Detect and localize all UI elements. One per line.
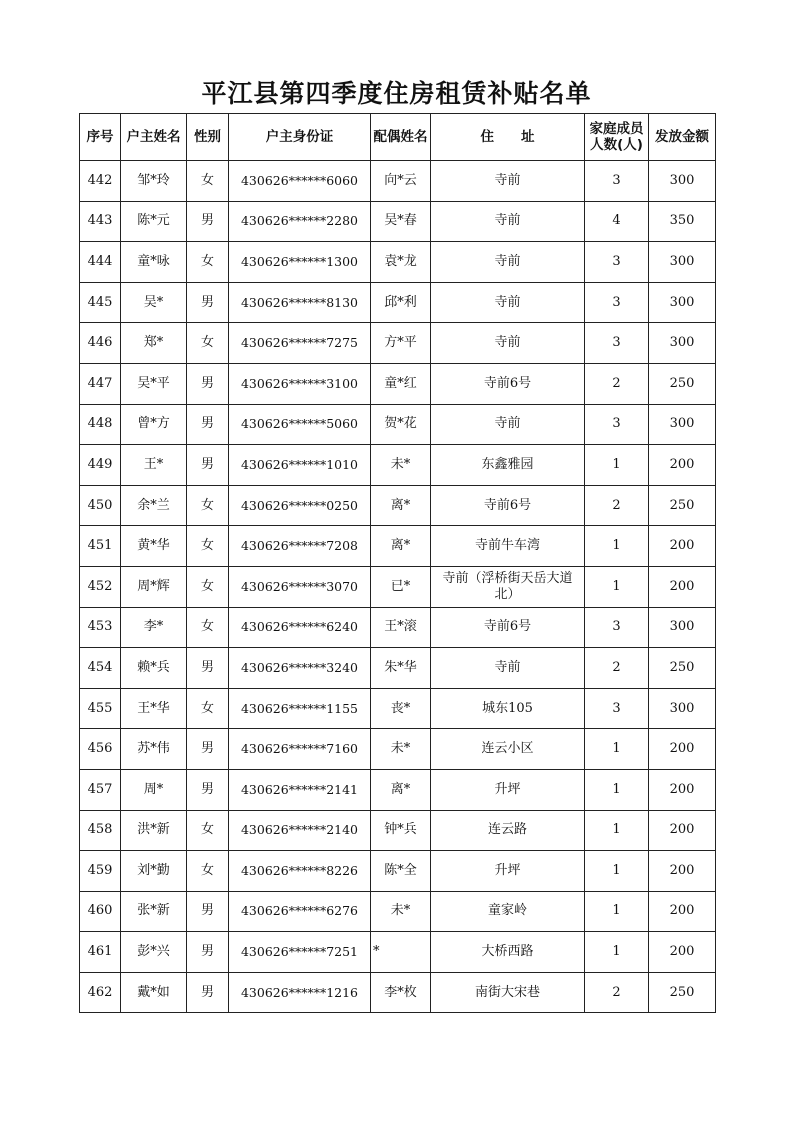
row-index: 443	[80, 201, 121, 242]
spouse-name: 未*	[371, 445, 431, 486]
spouse-name: 离*	[371, 485, 431, 526]
table-row	[80, 323, 716, 364]
table-row	[80, 363, 716, 404]
table-row	[80, 161, 716, 202]
address: 连云路	[431, 810, 585, 851]
family-size: 2	[585, 485, 649, 526]
id-number: 430626******1155	[229, 688, 371, 729]
spouse-name: *	[371, 932, 431, 973]
row-index: 445	[80, 282, 121, 323]
amount: 250	[649, 485, 716, 526]
amount: 250	[649, 972, 716, 1013]
gender: 男	[187, 891, 229, 932]
address: 寺前	[431, 242, 585, 283]
spouse-name: 方*平	[371, 323, 431, 364]
spouse-name: 未*	[371, 891, 431, 932]
family-size: 1	[585, 932, 649, 973]
family-size: 2	[585, 972, 649, 1013]
spouse-name: 李*枚	[371, 972, 431, 1013]
family-size: 2	[585, 648, 649, 689]
table-row	[80, 891, 716, 932]
table-row	[80, 404, 716, 445]
page-title: 平江县第四季度住房租赁补贴名单	[201, 79, 592, 108]
table-row	[80, 972, 716, 1013]
gender: 女	[187, 242, 229, 283]
row-index: 454	[80, 648, 121, 689]
table-row	[80, 688, 716, 729]
table-row	[80, 526, 716, 567]
row-index: 459	[80, 851, 121, 892]
table-row	[80, 607, 716, 648]
address: 寺前	[431, 282, 585, 323]
family-size: 1	[585, 729, 649, 770]
gender: 男	[187, 445, 229, 486]
amount: 300	[649, 404, 716, 445]
householder-name: 郑*	[121, 323, 187, 364]
address: 南街大宋巷	[431, 972, 585, 1013]
amount: 300	[649, 607, 716, 648]
gender: 男	[187, 769, 229, 810]
row-index: 461	[80, 932, 121, 973]
amount: 200	[649, 729, 716, 770]
address: 童家岭	[431, 891, 585, 932]
householder-name: 王*华	[121, 688, 187, 729]
row-index: 450	[80, 485, 121, 526]
family-size: 3	[585, 404, 649, 445]
householder-name: 陈*元	[121, 201, 187, 242]
table-body	[80, 161, 716, 1013]
row-index: 446	[80, 323, 121, 364]
householder-name: 周*	[121, 769, 187, 810]
table-row	[80, 851, 716, 892]
amount: 200	[649, 526, 716, 567]
amount: 200	[649, 932, 716, 973]
id-number: 430626******6060	[229, 161, 371, 202]
row-index: 455	[80, 688, 121, 729]
table-row	[80, 485, 716, 526]
amount: 350	[649, 201, 716, 242]
family-size: 1	[585, 526, 649, 567]
gender: 男	[187, 972, 229, 1013]
gender: 男	[187, 201, 229, 242]
id-number: 430626******8226	[229, 851, 371, 892]
amount: 200	[649, 891, 716, 932]
address: 寺前6号	[431, 607, 585, 648]
table-row	[80, 445, 716, 486]
id-number: 430626******5060	[229, 404, 371, 445]
family-size: 1	[585, 851, 649, 892]
row-index: 457	[80, 769, 121, 810]
address: 寺前	[431, 161, 585, 202]
gender: 男	[187, 648, 229, 689]
address: 寺前	[431, 323, 585, 364]
spouse-name: 丧*	[371, 688, 431, 729]
amount: 250	[649, 363, 716, 404]
header-row	[80, 114, 716, 161]
id-number: 430626******7160	[229, 729, 371, 770]
row-index: 448	[80, 404, 121, 445]
householder-name: 戴*如	[121, 972, 187, 1013]
family-size: 3	[585, 242, 649, 283]
householder-name: 彭*兴	[121, 932, 187, 973]
gender: 男	[187, 404, 229, 445]
spouse-name: 童*红	[371, 363, 431, 404]
row-index: 449	[80, 445, 121, 486]
row-index: 453	[80, 607, 121, 648]
spouse-name: 袁*龙	[371, 242, 431, 283]
family-size: 3	[585, 161, 649, 202]
id-number: 430626******7275	[229, 323, 371, 364]
id-number: 430626******7251	[229, 932, 371, 973]
row-index: 447	[80, 363, 121, 404]
amount: 200	[649, 851, 716, 892]
id-number: 430626******7208	[229, 526, 371, 567]
householder-name: 邹*玲	[121, 161, 187, 202]
family-size: 1	[585, 810, 649, 851]
spouse-name: 陈*全	[371, 851, 431, 892]
address: 寺前6号	[431, 485, 585, 526]
family-size: 3	[585, 282, 649, 323]
gender: 女	[187, 485, 229, 526]
gender: 女	[187, 323, 229, 364]
address: 寺前	[431, 201, 585, 242]
amount: 300	[649, 242, 716, 283]
table-row	[80, 729, 716, 770]
spouse-name: 已*	[371, 566, 431, 607]
householder-name: 周*辉	[121, 566, 187, 607]
id-number: 430626******3070	[229, 566, 371, 607]
header-index: 序号	[80, 114, 121, 161]
table-row	[80, 282, 716, 323]
amount: 300	[649, 323, 716, 364]
header-id-number: 户主身份证	[229, 114, 371, 161]
householder-name: 赖*兵	[121, 648, 187, 689]
gender: 女	[187, 851, 229, 892]
id-number: 430626******3240	[229, 648, 371, 689]
householder-name: 余*兰	[121, 485, 187, 526]
spouse-name: 离*	[371, 769, 431, 810]
householder-name: 王*	[121, 445, 187, 486]
address: 寺前6号	[431, 363, 585, 404]
family-size: 1	[585, 769, 649, 810]
family-size: 3	[585, 323, 649, 364]
row-index: 460	[80, 891, 121, 932]
spouse-name: 朱*华	[371, 648, 431, 689]
householder-name: 李*	[121, 607, 187, 648]
amount: 300	[649, 282, 716, 323]
id-number: 430626******2140	[229, 810, 371, 851]
id-number: 430626******1216	[229, 972, 371, 1013]
id-number: 430626******2280	[229, 201, 371, 242]
gender: 男	[187, 282, 229, 323]
id-number: 430626******8130	[229, 282, 371, 323]
family-size: 3	[585, 607, 649, 648]
row-index: 442	[80, 161, 121, 202]
id-number: 430626******6240	[229, 607, 371, 648]
householder-name: 刘*勤	[121, 851, 187, 892]
id-number: 430626******3100	[229, 363, 371, 404]
row-index: 462	[80, 972, 121, 1013]
address: 升坪	[431, 769, 585, 810]
gender: 女	[187, 607, 229, 648]
amount: 200	[649, 769, 716, 810]
householder-name: 黄*华	[121, 526, 187, 567]
row-index: 456	[80, 729, 121, 770]
header-householder-name: 户主姓名	[121, 114, 187, 161]
householder-name: 吴*	[121, 282, 187, 323]
gender: 女	[187, 526, 229, 567]
table-row	[80, 932, 716, 973]
spouse-name: 王*滚	[371, 607, 431, 648]
spouse-name: 邱*利	[371, 282, 431, 323]
row-index: 451	[80, 526, 121, 567]
gender: 女	[187, 688, 229, 729]
gender: 男	[187, 363, 229, 404]
gender: 女	[187, 161, 229, 202]
amount: 200	[649, 566, 716, 607]
id-number: 430626******1300	[229, 242, 371, 283]
gender: 女	[187, 566, 229, 607]
id-number: 430626******6276	[229, 891, 371, 932]
address: 寺前（浮桥街天岳大道北）	[431, 566, 585, 607]
householder-name: 童*咏	[121, 242, 187, 283]
subsidy-table	[79, 113, 716, 1013]
householder-name: 洪*新	[121, 810, 187, 851]
amount: 200	[649, 810, 716, 851]
address: 大桥西路	[431, 932, 585, 973]
family-size: 1	[585, 891, 649, 932]
id-number: 430626******0250	[229, 485, 371, 526]
family-size: 1	[585, 445, 649, 486]
row-index: 452	[80, 566, 121, 607]
id-number: 430626******1010	[229, 445, 371, 486]
table-row	[80, 810, 716, 851]
header-family-size: 家庭成员人数(人)	[585, 114, 649, 161]
row-index: 444	[80, 242, 121, 283]
address: 寺前	[431, 648, 585, 689]
gender: 女	[187, 810, 229, 851]
amount: 200	[649, 445, 716, 486]
address: 升坪	[431, 851, 585, 892]
address: 寺前牛车湾	[431, 526, 585, 567]
header-spouse-name: 配偶姓名	[371, 114, 431, 161]
spouse-name: 未*	[371, 729, 431, 770]
spouse-name: 离*	[371, 526, 431, 567]
spouse-name: 向*云	[371, 161, 431, 202]
gender: 男	[187, 729, 229, 770]
amount: 250	[649, 648, 716, 689]
table-row	[80, 769, 716, 810]
table-row	[80, 566, 716, 607]
amount: 300	[649, 688, 716, 729]
table-row	[80, 242, 716, 283]
amount: 300	[649, 161, 716, 202]
address: 城东105	[431, 688, 585, 729]
address: 连云小区	[431, 729, 585, 770]
header-amount: 发放金额	[649, 114, 716, 161]
family-size: 4	[585, 201, 649, 242]
householder-name: 苏*伟	[121, 729, 187, 770]
family-size: 1	[585, 566, 649, 607]
table-row	[80, 201, 716, 242]
spouse-name: 贺*花	[371, 404, 431, 445]
family-size: 3	[585, 688, 649, 729]
address: 寺前	[431, 404, 585, 445]
id-number: 430626******2141	[229, 769, 371, 810]
spouse-name: 钟*兵	[371, 810, 431, 851]
header-address: 住 址	[431, 114, 585, 161]
spouse-name: 吴*春	[371, 201, 431, 242]
address: 东鑫雅园	[431, 445, 585, 486]
householder-name: 吴*平	[121, 363, 187, 404]
row-index: 458	[80, 810, 121, 851]
householder-name: 曾*方	[121, 404, 187, 445]
householder-name: 张*新	[121, 891, 187, 932]
gender: 男	[187, 932, 229, 973]
family-size: 2	[585, 363, 649, 404]
table-row	[80, 648, 716, 689]
header-gender: 性别	[187, 114, 229, 161]
